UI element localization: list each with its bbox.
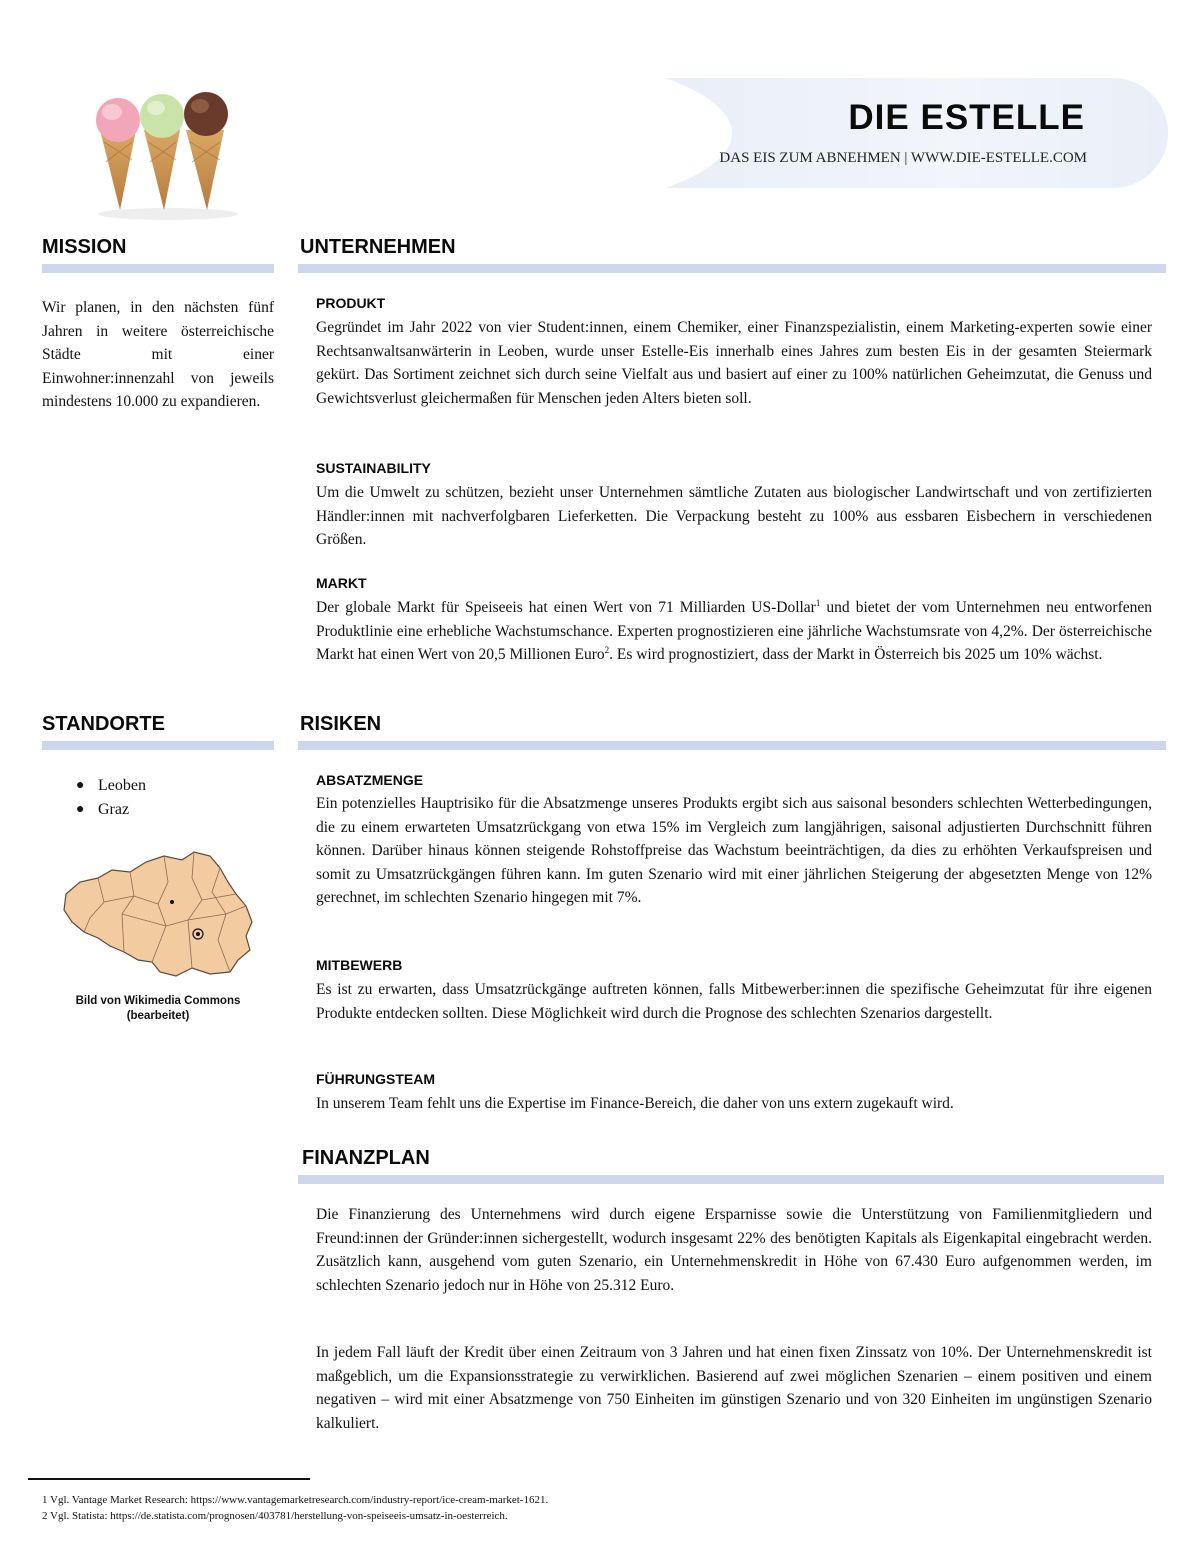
- unternehmen-heading: UNTERNEHMEN: [300, 236, 456, 258]
- absatzmenge-text: Ein potenzielles Hauptrisiko für die Absatzmenge unseres Produkts ergibt sich aus saisonal besonders schlechten Wetterbedingungen, die zu einem erwarteten Umsatzrückgang von etwa 15% im Vergleich zum langjährigen, saisonal adjustierten Durchschnitt führen können. Darüber hinaus können steigende Rohstoffpreise das Wachstum beeinträchtigen, da dies zu erhöhten Verkaufspreisen und somit zu Umsatzrückgängen führen kann. Im guten Szenario wird mit einer jährlichen Steigerung der abgesetzten Menge von 12% gerechnet, im schlechten Szenario hingegen mit 7%.: [316, 795, 1152, 907]
- fuehrungsteam-text: In unserem Team fehlt uns die Expertise im Finance-Bereich, die daher von uns extern zugekauft wird.: [316, 1095, 954, 1112]
- location-item-leoben: [76, 774, 146, 798]
- absatzmenge-heading: ABSATZMENGE: [316, 772, 424, 788]
- standorte-heading: STANDORTE: [42, 713, 165, 735]
- finanzplan-paragraph-1: Die Finanzierung des Unternehmens wird durch eigene Ersparnisse sowie die Unterstützung von Familienmitgliedern und Freund:innen der Gründer:innen sichergestellt, wodurch insgesamt 22% des benötigten Kapitals als Eigenkapital eingebracht werden. Zusätzlich kann, ausgehend vom guten Szenario, ein Unternehmenskredit in Höhe von 67.430 Euro aufgenommen werden, im schlechten Szenario jedoch nur in Höhe von 25.312 Euro.: [316, 1206, 1152, 1294]
- company-tagline: DAS EIS ZUM ABNEHMEN | WWW.DIE-ESTELLE.COM: [719, 150, 1087, 166]
- company-title: DIE ESTELLE: [848, 98, 1085, 137]
- standorte-rule: [42, 741, 274, 750]
- bullet-icon: ●: [76, 802, 85, 817]
- markt-text-part-b: und bietet der vom Unternehmen neu entworfenen Produktlinie eine erhebliche Wachstumschance. Experten prognostizieren eine jährliche Wachstumsrate von 4,2%. Der österreichische Markt hat einen Wert von 20,5 Millionen Euro: [316, 599, 1152, 664]
- finanzplan-heading: FINANZPLAN: [302, 1147, 430, 1169]
- finanzplan-paragraph-2: In jedem Fall läuft der Kredit über einen Zeitraum von 3 Jahren und hat einen fixen Zinssatz von 10%. Der Unternehmenskredit ist maßgeblich, um die Expansionsstrategie zu verwirklichen. Basierend auf zwei möglichen Szenarien – einem positiven und einem negativen – wird mit einer Absatzmenge von 750 Einheiten im günstigen Szenario und von 320 Einheiten im ungünstigen Szenario kalkuliert.: [316, 1344, 1152, 1432]
- markt-text: [316, 596, 1152, 667]
- fuehrungsteam-heading: FÜHRUNGSTEAM: [316, 1071, 435, 1087]
- mitbewerb-heading: MITBEWERB: [316, 957, 403, 973]
- risiken-rule: [298, 741, 1166, 750]
- finanzplan-rule: [298, 1175, 1164, 1184]
- mission-heading: MISSION: [42, 236, 127, 258]
- footnote-ref-2: 2: [604, 645, 610, 656]
- location-list: [76, 774, 146, 822]
- sustainability-heading: SUSTAINABILITY: [316, 460, 431, 476]
- styria-map: [60, 848, 256, 980]
- ice-cream-cones-logo: [88, 72, 248, 222]
- footnote-ref-1: 1: [815, 597, 821, 608]
- header-wave-shape: [292, 78, 732, 188]
- location-item-graz: [76, 798, 146, 822]
- mitbewerb-text: Es ist zu erwarten, dass Umsatzrückgänge auftreten können, falls Mitbewerber:innen die spezifische Geheimzutat für ihre eigenen Produkte entdecken sollten. Diese Möglichkeit wird durch die Prognose des schlechten Szenarios dargestellt.: [316, 981, 1152, 1022]
- mission-rule: [42, 264, 274, 273]
- location-label: Graz: [98, 801, 130, 818]
- unternehmen-rule: [298, 264, 1166, 273]
- mission-text: Wir planen, in den nächsten fünf Jahren in weitere österreichische Städte mit einer Einwohner:innenzahl von jeweils mindestens 10.000 zu expandieren.: [42, 299, 274, 411]
- produkt-text: Gegründet im Jahr 2022 von vier Student:innen, einem Chemiker, einer Finanzspezialistin, einem Marketing-experten sowie einer Rechtsanwaltsanwärterin in Leoben, wurde unser Estelle-Eis innerhalb eines Jahres zum besten Eis in der gesamten Steiermark gekürt. Das Sortiment zeichnet sich durch seine Vielfalt aus und basiert auf einer zu 100% natürlichen Geheimzutat, die Genuss und Gewichtsverlust gleichermaßen für Menschen jeden Alters bieten soll.: [316, 319, 1152, 407]
- footnote-2: 2 Vgl. Statista: https://de.statista.com/prognosen/403781/herstellung-von-speiseeis-umsatz-in-oesterreich.: [42, 1510, 508, 1522]
- sustainability-text: Um die Umwelt zu schützen, bezieht unser Unternehmen sämtliche Zutaten aus biologischer Landwirtschaft und von zertifizierten Händler:innen mit nachverfolgbaren Lieferketten. Die Verpackung besteht zu 100% aus essbaren Eisbechern in verschiedenen Größen.: [316, 484, 1152, 549]
- markt-text-part-c: . Es wird prognostiziert, dass der Markt in Österreich bis 2025 um 10% wächst.: [609, 646, 1103, 664]
- footnote-1: 1 Vgl. Vantage Market Research: https://www.vantagemarketresearch.com/industry-report/ice-cream-market-1621.: [42, 1494, 549, 1506]
- markt-text-part-a: Der globale Markt für Speiseeis hat einen Wert von 71 Milliarden US-Dollar: [316, 599, 816, 616]
- produkt-heading: PRODUKT: [316, 295, 386, 311]
- risiken-heading: RISIKEN: [300, 713, 382, 735]
- map-caption: Bild von Wikimedia Commons (bearbeitet): [75, 995, 241, 1022]
- footnote-separator: [28, 1478, 310, 1480]
- markt-heading: MARKT: [316, 575, 367, 591]
- bullet-icon: ●: [76, 778, 85, 793]
- location-label: Leoben: [98, 777, 146, 794]
